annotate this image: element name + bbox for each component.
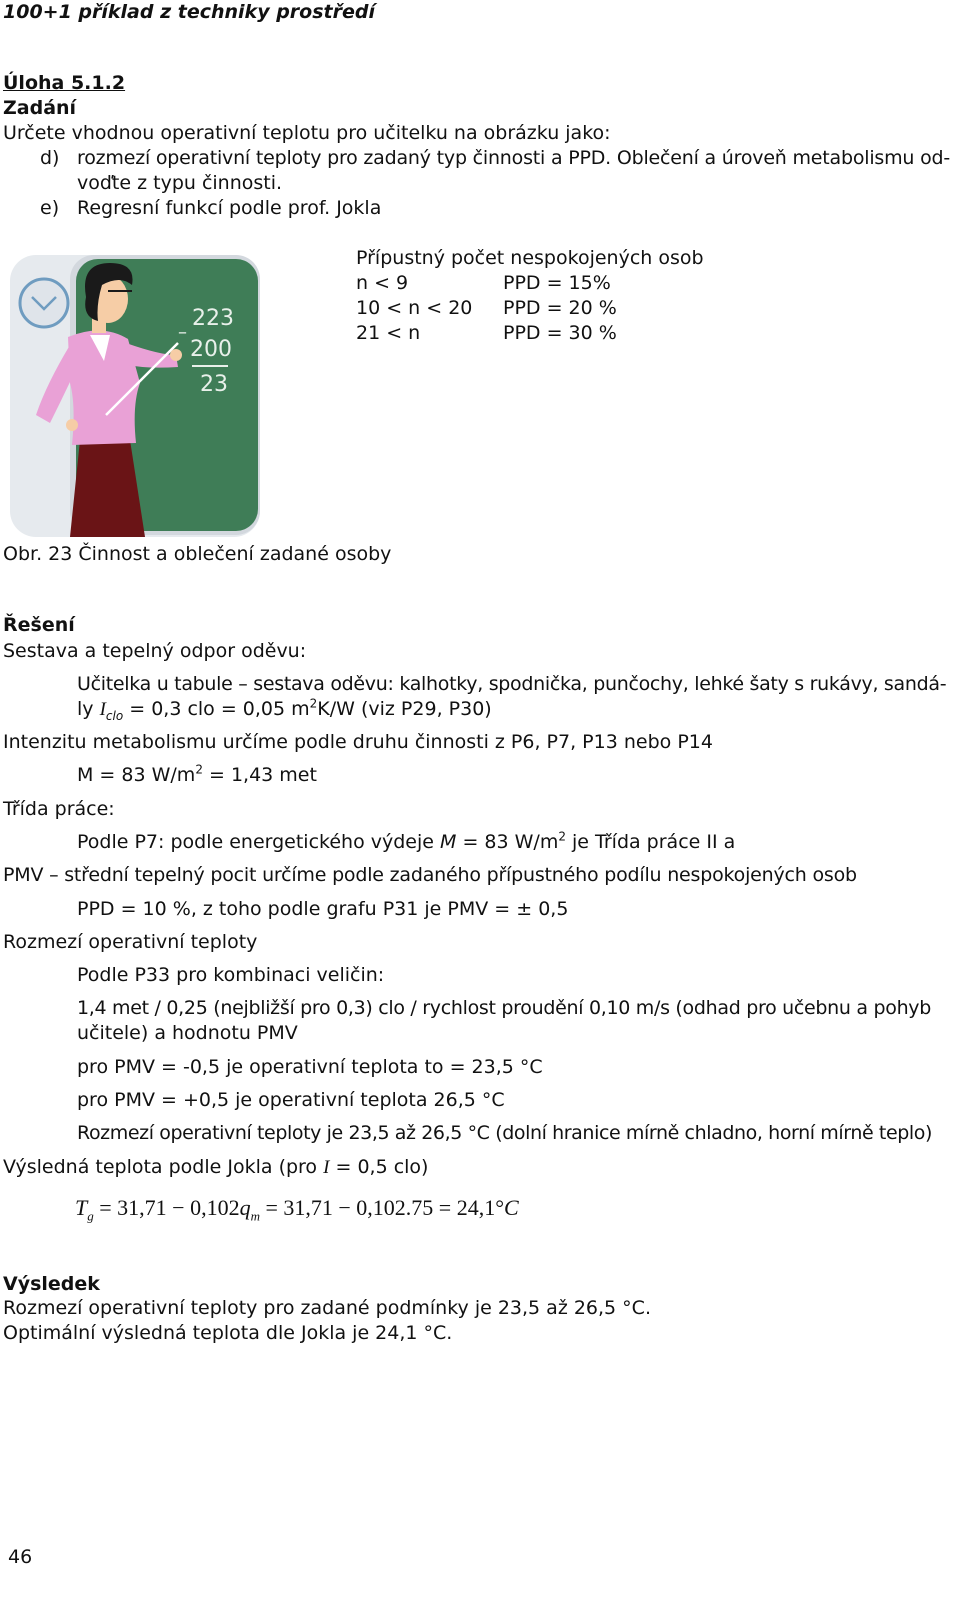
work-class-m: M (440, 831, 457, 853)
task-item-d-mark: d) (40, 147, 60, 169)
pmv-label: PMV – střední tepelný pocit určíme podle zadaného přípustného podílu nespokojených osob (3, 864, 857, 886)
solution-heading: Řešení (3, 614, 75, 636)
work-class-line (77, 831, 735, 853)
jokl-i: I (323, 1157, 330, 1178)
clothing-ly: ly (77, 698, 94, 720)
task-item-e-mark: e) (40, 197, 60, 219)
task-item-d-line2: voďte z typu činnosti. (77, 172, 283, 194)
task-intro: Určete vhodnou operativní teplotu pro učitelku na obrázku jako: (3, 122, 611, 144)
metabolism-value-b: = 1,43 met (202, 764, 317, 786)
board-number-1: 223 (192, 306, 234, 331)
formula-t-sub: g (87, 1208, 94, 1224)
ppd-row-1-value: PPD = 15% (503, 272, 611, 294)
clo-subscript: clo (105, 708, 124, 723)
clothing-line-2 (77, 698, 492, 721)
jokl-label (3, 1156, 428, 1179)
work-class-mid: = 83 W/m (462, 831, 559, 853)
jokl-formula (75, 1195, 519, 1224)
metabolism-value-a: M = 83 W/m (77, 764, 196, 786)
clothing-value: = 0,3 clo = 0,05 m (129, 698, 310, 720)
range-line-5: pro PMV = +0,5 je operativní teplota 26,5 °C (77, 1089, 505, 1111)
board-minus-sign: – (178, 322, 187, 343)
formula-t: T (75, 1195, 88, 1220)
ppd-table-title: Přípustný počet nespokojených osob (356, 247, 704, 269)
metabolism-sup: 2 (195, 762, 203, 777)
range-label: Rozmezí operativní teploty (3, 931, 258, 953)
teacher-illustration (10, 255, 260, 537)
jokl-post: = 0,5 clo) (335, 1156, 429, 1178)
result-heading: Výsledek (3, 1273, 100, 1295)
clothing-unit-rest: K/W (viz P29, P30) (317, 698, 492, 720)
metabolism-value (77, 764, 317, 786)
result-line-1: Rozmezí operativní teploty pro zadané podmínky je 23,5 až 26,5 °C. (3, 1297, 651, 1319)
board-number-3: 23 (200, 372, 228, 397)
task-item-d-line1: rozmezí operativní teploty pro zadaný typ činnosti a PPD. Oblečení a úroveň metabolismu od- (77, 147, 951, 169)
formula-part-2: = 31,71 − 0,102.75 = 24,1° (259, 1195, 504, 1220)
clothing-unit-sup: 2 (309, 696, 318, 711)
figure-caption: Obr. 23 Činnost a oblečení zadané osoby (3, 543, 392, 565)
work-class-sup: 2 (558, 829, 566, 844)
work-class-pre: Podle P7: podle energetického výdeje (77, 831, 434, 853)
range-line-4: pro PMV = -0,5 je operativní teplota to = 23,5 °C (77, 1056, 543, 1078)
pmv-value: PPD = 10 %, z toho podle grafu P31 je PMV = ± 0,5 (77, 898, 569, 920)
formula-q-sub: m (250, 1208, 260, 1224)
task-id: Úloha 5.1.2 (3, 72, 126, 94)
range-line-6: Rozmezí operativní teploty je 23,5 až 26,5 °C (dolní hranice mírně chladno, horní mírně teplo) (77, 1122, 933, 1144)
ppd-row-3-condition: 21 < n (356, 322, 421, 344)
ppd-row-3-value: PPD = 30 % (503, 322, 617, 344)
task-heading: Zadání (3, 97, 77, 119)
page-number: 46 (8, 1546, 33, 1568)
clock-icon (20, 279, 68, 327)
running-header (3, 1, 375, 23)
work-class-post: je Třída práce II a (572, 831, 736, 853)
work-class-label: Třída práce: (3, 798, 115, 820)
result-line-2: Optimální výsledná teplota dle Jokla je 24,1 °C. (3, 1322, 453, 1344)
running-header-text: 100+1 příklad z techniky prostředí (3, 1, 375, 23)
board-number-2: 200 (190, 337, 232, 362)
clothing-line-1: Učitelka u tabule – sestava oděvu: kalhotky, spodnička, punčochy, lehké šaty s rukávy, sandá- (77, 673, 947, 695)
formula-q: q (239, 1195, 251, 1220)
clo-symbol: I (99, 699, 106, 720)
ppd-row-2-condition: 10 < n < 20 (356, 297, 473, 319)
formula-part-1: = 31,71 − 0,102 (93, 1195, 240, 1220)
ppd-row-2-value: PPD = 20 % (503, 297, 617, 319)
ppd-row-1-condition: n < 9 (356, 272, 409, 294)
range-line-3: učitele) a hodnotu PMV (77, 1022, 298, 1044)
range-line-1: Podle P33 pro kombinaci veličin: (77, 964, 385, 986)
metabolism-label: Intenzitu metabolismu určíme podle druhu činnosti z P6, P7, P13 nebo P14 (3, 731, 713, 753)
clothing-label: Sestava a tepelný odpor oděvu: (3, 640, 307, 662)
formula-unit-c: C (504, 1195, 519, 1220)
jokl-pre: Výsledná teplota podle Jokla (pro (3, 1156, 318, 1178)
task-item-e-line1: Regresní funkcí podle prof. Jokla (77, 197, 382, 219)
range-line-2: 1,4 met / 0,25 (nejbližší pro 0,3) clo / rychlost proudění 0,10 m/s (odhad pro učebnu a pohyb (77, 997, 932, 1019)
